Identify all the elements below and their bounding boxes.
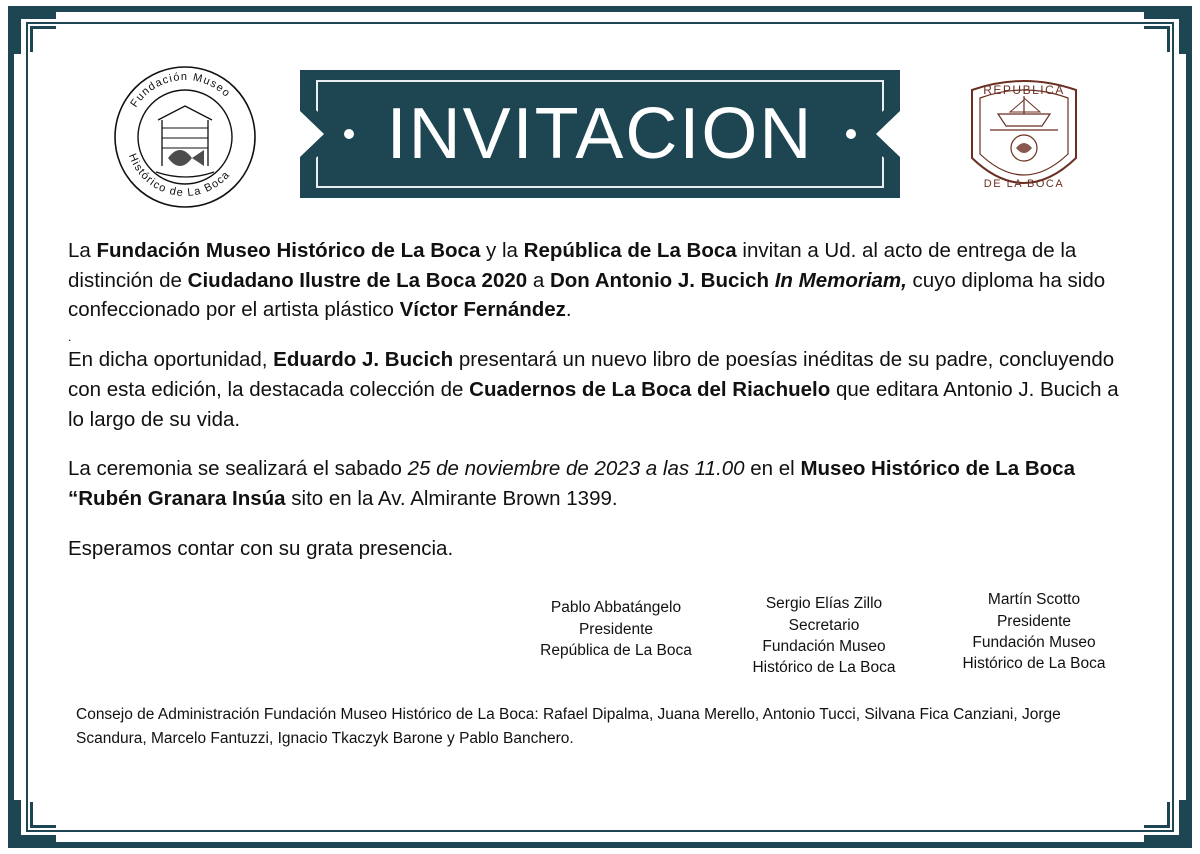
paragraph-4: Esperamos contar con su grata presencia. bbox=[68, 536, 454, 560]
signature-org-line-1: Fundación Museo bbox=[972, 633, 1096, 651]
paragraph-2 bbox=[68, 345, 1132, 434]
run-text: Ciudadano Ilustre de La Boca 2020 bbox=[187, 268, 528, 292]
invitation-banner bbox=[300, 70, 900, 198]
run-text: cuyo diploma ha sido confeccionado por el artista plástico bbox=[68, 268, 1106, 322]
signature-name: Sergio Elías Zillo bbox=[765, 595, 883, 613]
run-text: que editara Antonio J. Bucich a lo largo de su vida. bbox=[68, 377, 1119, 431]
signature-org-line-1: Fundación Museo bbox=[762, 637, 886, 655]
invitation-title: INVITACION bbox=[386, 94, 814, 174]
run-text: La bbox=[68, 239, 97, 262]
run-text: La ceremonia se sealizará el sabado bbox=[68, 457, 408, 481]
signature-name: Martín Scotto bbox=[987, 591, 1081, 609]
run-text: en el bbox=[744, 457, 801, 481]
signature-block bbox=[46, 593, 1154, 689]
svg-text:DE LA BOCA: DE LA BOCA bbox=[983, 178, 1065, 190]
document-header bbox=[46, 34, 1154, 230]
run-text: 25 de noviembre de 2023 a las 11.00 bbox=[407, 457, 745, 481]
document-content bbox=[46, 34, 1154, 820]
signature-role: Presidente bbox=[996, 612, 1072, 630]
fundacion-museo-seal-icon bbox=[110, 62, 260, 212]
signature-role: Secretario bbox=[788, 616, 860, 634]
run-text: presentará un nuevo libro de poesías inéditas de su padre, concluyendo con esta edición, la destacada colección de bbox=[68, 348, 1115, 401]
republica-de-la-boca-seal-icon bbox=[954, 62, 1094, 212]
run-text: sito en la Av. Almirante Brown 1399. bbox=[285, 487, 618, 511]
signature-org: República de La Boca bbox=[540, 641, 692, 659]
run-text: Cuadernos de La Boca del Riachuelo bbox=[469, 377, 831, 401]
run-text: invitan a Ud. al acto de entrega de la distinción de bbox=[68, 239, 1077, 292]
signature-name: Pablo Abbatángelo bbox=[550, 599, 682, 617]
svg-text:REPUBLICA: REPUBLICA bbox=[983, 83, 1065, 97]
signature-role: Presidente bbox=[578, 620, 654, 638]
run-text: República de La Boca bbox=[523, 239, 737, 262]
signature-republica-presidente bbox=[516, 597, 716, 660]
signature-fundacion-presidente bbox=[934, 589, 1134, 673]
invitation-body bbox=[46, 236, 1154, 563]
svg-text:Fundación Museo: Fundación Museo bbox=[128, 70, 233, 110]
run-text: In Memoriam, bbox=[774, 268, 907, 292]
signature-fundacion-secretario bbox=[724, 593, 924, 677]
paragraph-1 bbox=[68, 236, 1132, 325]
run-text: . bbox=[565, 298, 572, 322]
run-text: Víctor Fernández bbox=[399, 298, 566, 322]
run-text: Museo Histórico de La Boca “Rubén Granara Insúa bbox=[68, 457, 1075, 511]
run-text: Don Antonio J. Bucich bbox=[549, 268, 770, 292]
run-text: Eduardo J. Bucich bbox=[273, 348, 454, 372]
svg-text:Histórico de La Boca: Histórico de La Boca bbox=[125, 151, 233, 200]
council-members-footer: Consejo de Administración Fundación Museo Histórico de La Boca: Rafael Dipalma, Juana Merello, Antonio Tucci, Silvana Fica Canziani, Jorge Scandura, Marcelo Fantuzzi, Ignacio Tkaczyk Barone y Pablo Banchero. bbox=[76, 706, 1061, 747]
run-text: y la bbox=[480, 239, 524, 262]
run-text: En dicha oportunidad, bbox=[68, 348, 274, 372]
run-text: Fundación Museo Histórico de La Boca bbox=[96, 239, 481, 262]
run-text: a bbox=[527, 268, 550, 292]
signature-org-line-2: Histórico de La Boca bbox=[752, 658, 896, 676]
paragraph-3 bbox=[68, 454, 1132, 513]
signature-org-line-2: Histórico de La Boca bbox=[962, 654, 1106, 672]
paragraph-separator-dot: . bbox=[68, 330, 72, 345]
